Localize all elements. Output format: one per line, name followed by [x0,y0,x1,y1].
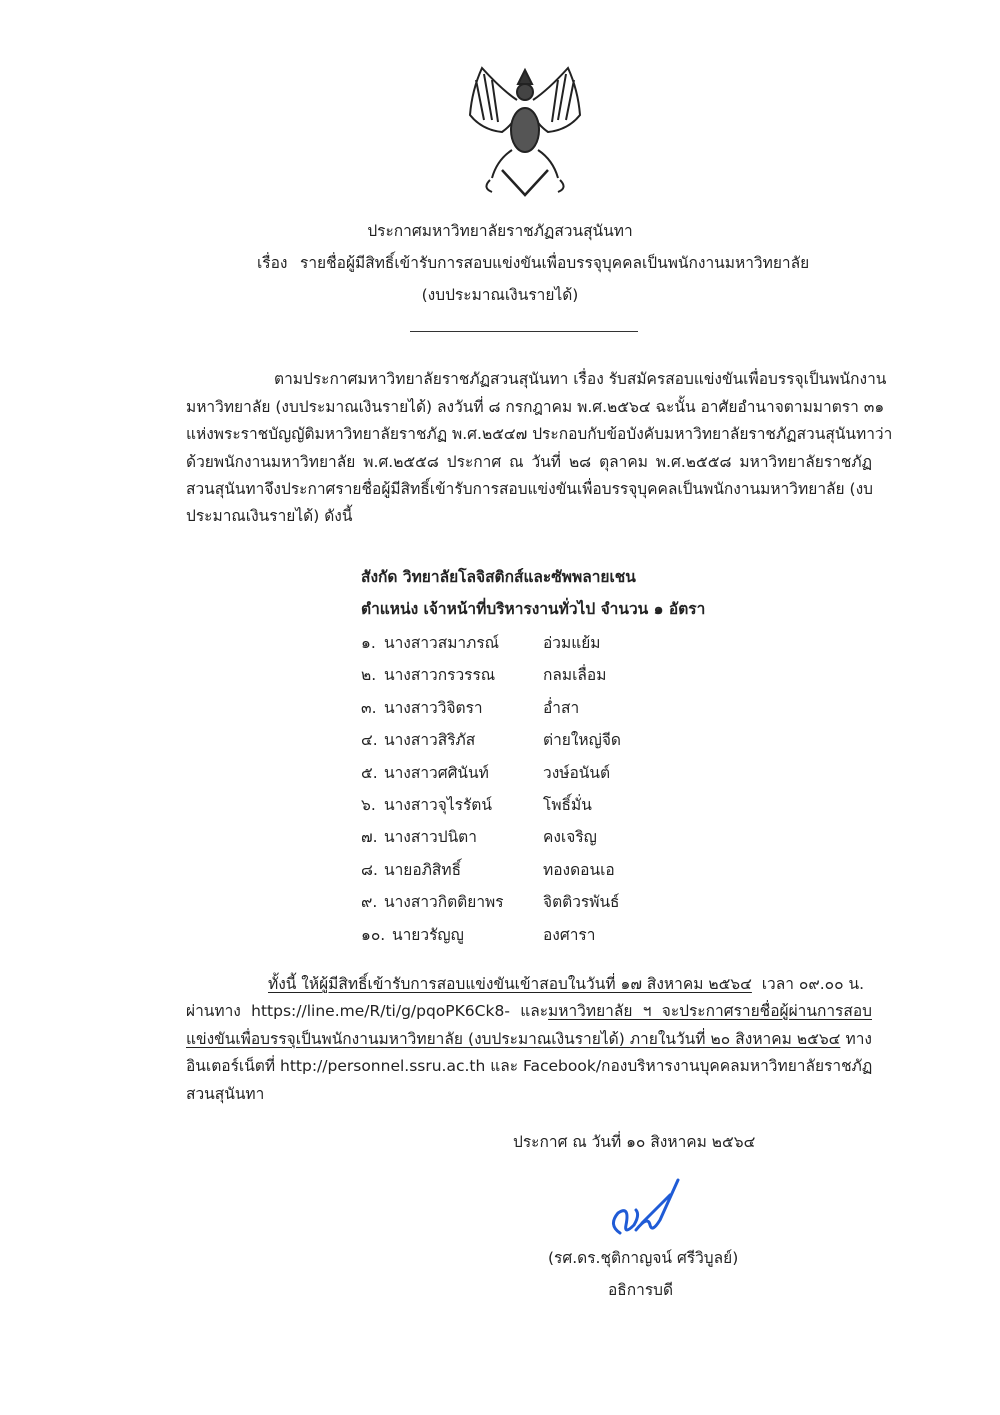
body-line: สวนสุนันทาจึงประกาศรายชื่อผู้มีสิทธิ์เข้ารับการสอบแข่งขันเพื่อบรรจุบุคคลเป็นพนักงานมหาวิทยาลัย (งบ [186,480,873,498]
candidate-number: ๑๐. [361,925,386,944]
subject-note: (งบประมาณเงินรายได้) [421,286,579,304]
subject-text: รายชื่อผู้มีสิทธิ์เข้ารับการสอบแข่งขันเพื่อบรรจุบุคคลเป็นพนักงานมหาวิทยาลัย [300,254,810,272]
result-date-text: แข่งขันเพื่อบรรจุเป็นพนักงานมหาวิทยาลัย (งบประมาณเงินรายได้) ภายในวันที่ ๒๐ สิงหาคม ๒๕๖๔ [186,1030,841,1048]
body-line: ด้วยพนักงานมหาวิทยาลัย พ.ศ.๒๕๕๘ ประกาศ ณ วันที่ ๒๘ ตุลาคม พ.ศ.๒๕๕๘ มหาวิทยาลัยราชภัฏ [186,453,872,471]
candidate-name: นางสาวสมาภรณ์ [384,634,500,652]
candidate-number: ๗. [361,828,378,847]
affiliation-heading: สังกัด วิทยาลัยโลจิสติกส์และซัพพลายเชน [361,568,636,586]
line-link-text: ผ่านทาง https://line.me/R/ti/g/pqoPK6Ck8- และ [186,1002,549,1020]
closing-line [268,971,864,996]
candidate-name: นายอภิสิทธิ์ [384,860,462,879]
exam-time-text: เวลา ๐๙.๐๐ น. [761,975,864,993]
garuda-emblem [462,60,588,198]
closing-line: สวนสุนันทา [186,1085,265,1103]
candidate-number: ๘. [361,860,378,879]
candidate-surname: โพธิ์มั่น [543,796,592,814]
candidate-number: ๓. [361,698,377,717]
signature [600,1175,685,1240]
body-line: มหาวิทยาลัย (งบประมาณเงินรายได้) ลงวันที่ ๘ กรกฎาคม พ.ศ.๒๕๖๔ ฉะนั้น อาศัยอำนาจตามมาตรา ๓๑ [186,398,885,416]
candidate-name: นางสาววิจิตรา [384,698,483,717]
candidate-surname: อ่วมแย้ม [543,634,601,652]
candidate-surname: กลมเลื่อม [543,666,607,685]
candidate-surname: จิตติวรพันธ์ [543,893,620,912]
candidate-number: ๖. [361,796,376,814]
closing-line [186,998,872,1023]
body-line: ตามประกาศมหาวิทยาลัยราชภัฏสวนสุนันทา เรื่อง รับสมัครสอบแข่งขันเพื่อบรรจุเป็นพนักงาน [274,370,887,388]
candidate-surname: ทองดอนเอ [543,860,615,879]
body-line: แห่งพระราชบัญญัติมหาวิทยาลัยราชภัฏ พ.ศ.๒๕๔๗ ประกอบกับข้อบังคับมหาวิทยาลัยราชภัฏสวนสุนันทาว่า [186,425,893,443]
exam-date-text: ทั้งนี้ ให้ผู้มีสิทธิ์เข้ารับการสอบแข่งขันเข้าสอบในวันที่ ๑๗ สิงหาคม ๒๕๖๔ [268,975,752,993]
candidate-name: นายวรัญญู [392,925,464,944]
candidate-name: นางสาวจุไรรัตน์ [384,796,492,814]
announcement-title: ประกาศมหาวิทยาลัยราชภัฏสวนสุนันทา [367,222,633,240]
candidate-number: ๙. [361,893,378,912]
candidate-number: ๒. [361,666,377,685]
candidate-surname: วงษ์อนันต์ [543,763,611,782]
candidate-name: นางสาวสิริภัส [384,731,476,750]
candidate-number: ๑. [361,634,376,652]
candidate-surname: องศารา [543,925,596,944]
candidate-surname: อ่ำสา [543,698,580,717]
candidate-number: ๕. [361,763,378,782]
candidate-name: นางสาวปนิตา [384,828,477,847]
position-heading: ตำแหน่ง เจ้าหน้าที่บริหารงานทั่วไป จำนวน ๑ อัตรา [361,600,706,618]
closing-line [186,1026,872,1051]
divider [410,331,638,332]
signatory-name: (รศ.ดร.ชุติกาญจน์ ศรีวิบูลย์) [548,1249,739,1267]
announce-date: ประกาศ ณ วันที่ ๑๐ สิงหาคม ๒๕๖๔ [513,1133,756,1151]
announce-text: มหาวิทยาลัย ฯ จะประกาศรายชื่อผู้ผ่านการสอบ [548,1002,872,1020]
candidate-surname: คงเจริญ [543,828,597,847]
candidate-number: ๔. [361,731,378,750]
subject-label: เรื่อง [257,254,288,272]
closing-line: อินเตอร์เน็ตที่ http://personnel.ssru.ac.th และ Facebook/กองบริหารงานบุคคลมหาวิทยาลัยราชภัฏ [186,1057,873,1075]
candidate-name: นางสาวกิตติยาพร [384,893,504,912]
closing-text: ทาง [845,1030,872,1048]
body-line: ประมาณเงินรายได้) ดังนี้ [186,507,353,525]
candidate-name: นางสาวศศินันท์ [384,763,489,782]
candidate-name: นางสาวกรวรรณ [384,666,496,685]
candidate-surname: ต่ายใหญ่จีด [543,731,621,750]
signatory-title: อธิการบดี [608,1281,674,1299]
